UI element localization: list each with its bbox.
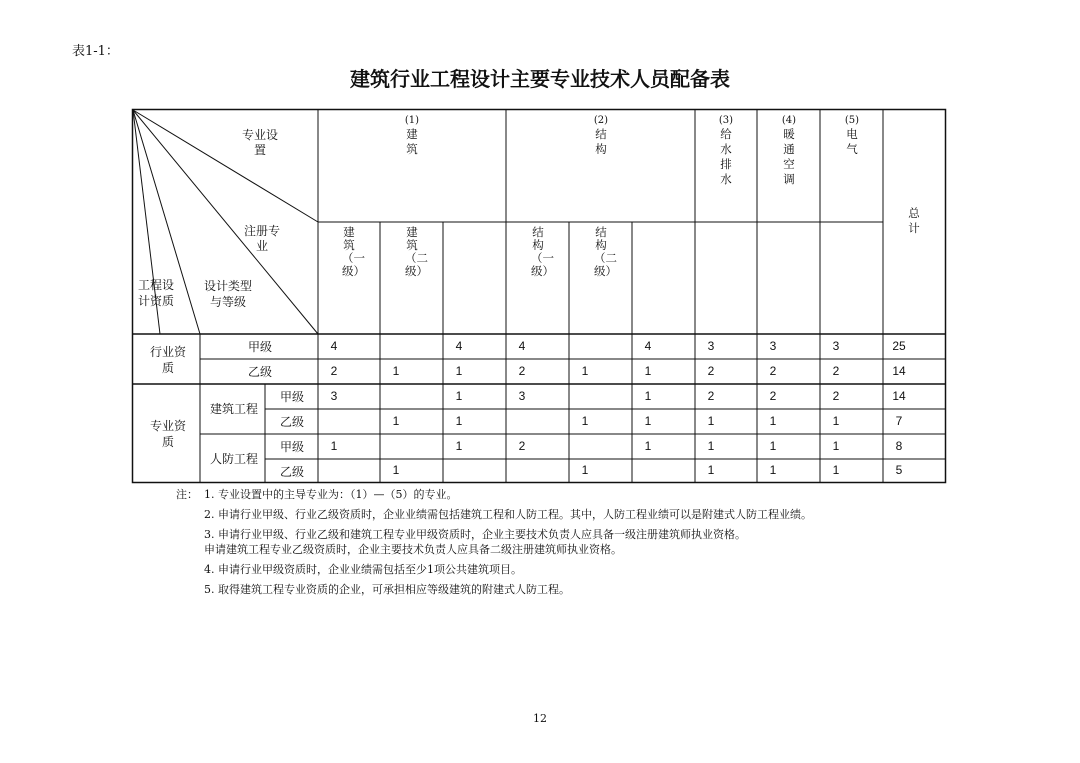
major-4-number: (4) (781, 115, 797, 126)
cell-r5-c4: 2 (518, 439, 526, 453)
reg-jianzhu-1: 建筑（一级） (342, 225, 365, 278)
cell-r6-c2: 1 (392, 463, 400, 477)
cell-r6-c7: 1 (707, 463, 715, 477)
cell-r3-c3: 1 (455, 389, 463, 403)
cell-r4-c3: 1 (455, 414, 463, 428)
cell-r1-c10: 25 (892, 339, 906, 353)
cell-r5-c10: 8 (895, 439, 903, 453)
note-3a: 3. 申请行业甲级、行业乙级和建筑工程专业甲级资质时，企业主要技术负责人应具备一级注册建筑师执业资格。 (204, 528, 746, 541)
major-1-number: (1) (404, 115, 420, 126)
cell-r2-c1: 2 (330, 364, 338, 378)
cell-r1-c9: 3 (832, 339, 840, 353)
cell-r3-c9: 2 (832, 389, 840, 403)
note-2: 2. 申请行业甲级、行业乙级资质时，企业业绩需包括建筑工程和人防工程。其中，人防工程业绩可以是附建式人防工程业绩。 (204, 508, 812, 521)
page-number: 12 (533, 712, 547, 725)
cell-r3-c10: 14 (892, 389, 906, 403)
cell-r2-c7: 2 (707, 364, 715, 378)
cell-r6-c8: 1 (769, 463, 777, 477)
major-2-name: 结构 (595, 127, 607, 156)
cell-r2-c4: 2 (518, 364, 526, 378)
major-1-name: 建筑 (406, 127, 418, 156)
row-hangye-zizhi: 行业资质 (150, 345, 187, 375)
cell-r5-c1: 1 (330, 439, 338, 453)
document-title: 建筑行业工程设计主要专业技术人员配备表 (350, 67, 730, 91)
notes-label: 注： (176, 488, 198, 501)
cell-r5-c7: 1 (707, 439, 715, 453)
cell-r4-c8: 1 (769, 414, 777, 428)
major-2-number: (2) (593, 115, 609, 126)
header-zhuanye-shezhi: 专业设置 (241, 128, 278, 157)
cell-r1-c1: 4 (330, 339, 338, 353)
row-zhuanye-zizhi: 专业资质 (150, 419, 187, 449)
table-label: 表1-1： (72, 44, 119, 59)
row-renfang-jia: 甲级 (279, 440, 304, 454)
cell-r3-c1: 3 (330, 389, 338, 403)
cell-r2-c2: 1 (392, 364, 400, 378)
cell-r4-c5: 1 (581, 414, 589, 428)
cell-r5-c9: 1 (832, 439, 840, 453)
row-hangye-yi: 乙级 (247, 365, 272, 379)
major-3-name: 给水排水 (720, 127, 732, 186)
cell-r2-c10: 14 (892, 364, 906, 378)
note-4: 4. 申请行业甲级资质时，企业业绩需包括至少1项公共建筑项目。 (204, 563, 522, 576)
cell-r6-c5: 1 (581, 463, 589, 477)
cell-r4-c7: 1 (707, 414, 715, 428)
cell-r6-c9: 1 (832, 463, 840, 477)
cell-r2-c3: 1 (455, 364, 463, 378)
cell-r2-c9: 2 (832, 364, 840, 378)
cell-r4-c6: 1 (644, 414, 652, 428)
cell-r1-c6: 4 (644, 339, 652, 353)
row-renfang-yi: 乙级 (279, 465, 304, 479)
header-sheji-leixing: 设计类型与等级 (203, 279, 252, 309)
reg-jiegou-2: 结构（二级） (594, 225, 617, 278)
cell-r5-c3: 1 (455, 439, 463, 453)
cell-r1-c3: 4 (455, 339, 463, 353)
cell-r4-c9: 1 (832, 414, 840, 428)
cell-r1-c8: 3 (769, 339, 777, 353)
cell-r2-c6: 1 (644, 364, 652, 378)
cell-r3-c8: 2 (769, 389, 777, 403)
cell-r4-c10: 7 (895, 414, 903, 428)
cell-r1-c7: 3 (707, 339, 715, 353)
cell-r3-c6: 1 (644, 389, 652, 403)
reg-jiegou-1: 结构（一级） (531, 225, 554, 278)
major-5-name: 电气 (846, 127, 858, 156)
row-jianzhu-jia: 甲级 (279, 390, 304, 404)
cell-r1-c4: 4 (518, 339, 526, 353)
major-3-number: (3) (718, 115, 734, 126)
header-gongcheng-zizhi: 工程设计资质 (138, 278, 175, 308)
row-hangye-jia: 甲级 (247, 340, 272, 354)
major-5-number: (5) (844, 115, 860, 126)
row-jianzhu-gongcheng: 建筑工程 (209, 402, 258, 416)
cell-r4-c2: 1 (392, 414, 400, 428)
major-4-name: 暖通空调 (783, 127, 795, 186)
header-zhuce-zhuanye: 注册专业 (243, 224, 280, 253)
row-renfang-gongcheng: 人防工程 (209, 452, 258, 466)
note-5: 5. 取得建筑工程专业资质的企业，可承担相应等级建筑的附建式人防工程。 (204, 583, 570, 596)
cell-r5-c6: 1 (644, 439, 652, 453)
note-1: 1. 专业设置中的主导专业为：（1）—（5）的专业。 (204, 488, 458, 501)
cell-r2-c8: 2 (769, 364, 777, 378)
cell-r3-c4: 3 (518, 389, 526, 403)
row-jianzhu-yi: 乙级 (279, 415, 304, 429)
cell-r5-c8: 1 (769, 439, 777, 453)
cell-r6-c10: 5 (895, 463, 903, 477)
cell-r3-c7: 2 (707, 389, 715, 403)
header-total: 总计 (908, 206, 920, 235)
cell-r2-c5: 1 (581, 364, 589, 378)
note-3b: 申请建筑工程专业乙级资质时，企业主要技术负责人应具备二级注册建筑师执业资格。 (204, 543, 622, 556)
reg-jianzhu-2: 建筑（二级） (405, 225, 428, 278)
